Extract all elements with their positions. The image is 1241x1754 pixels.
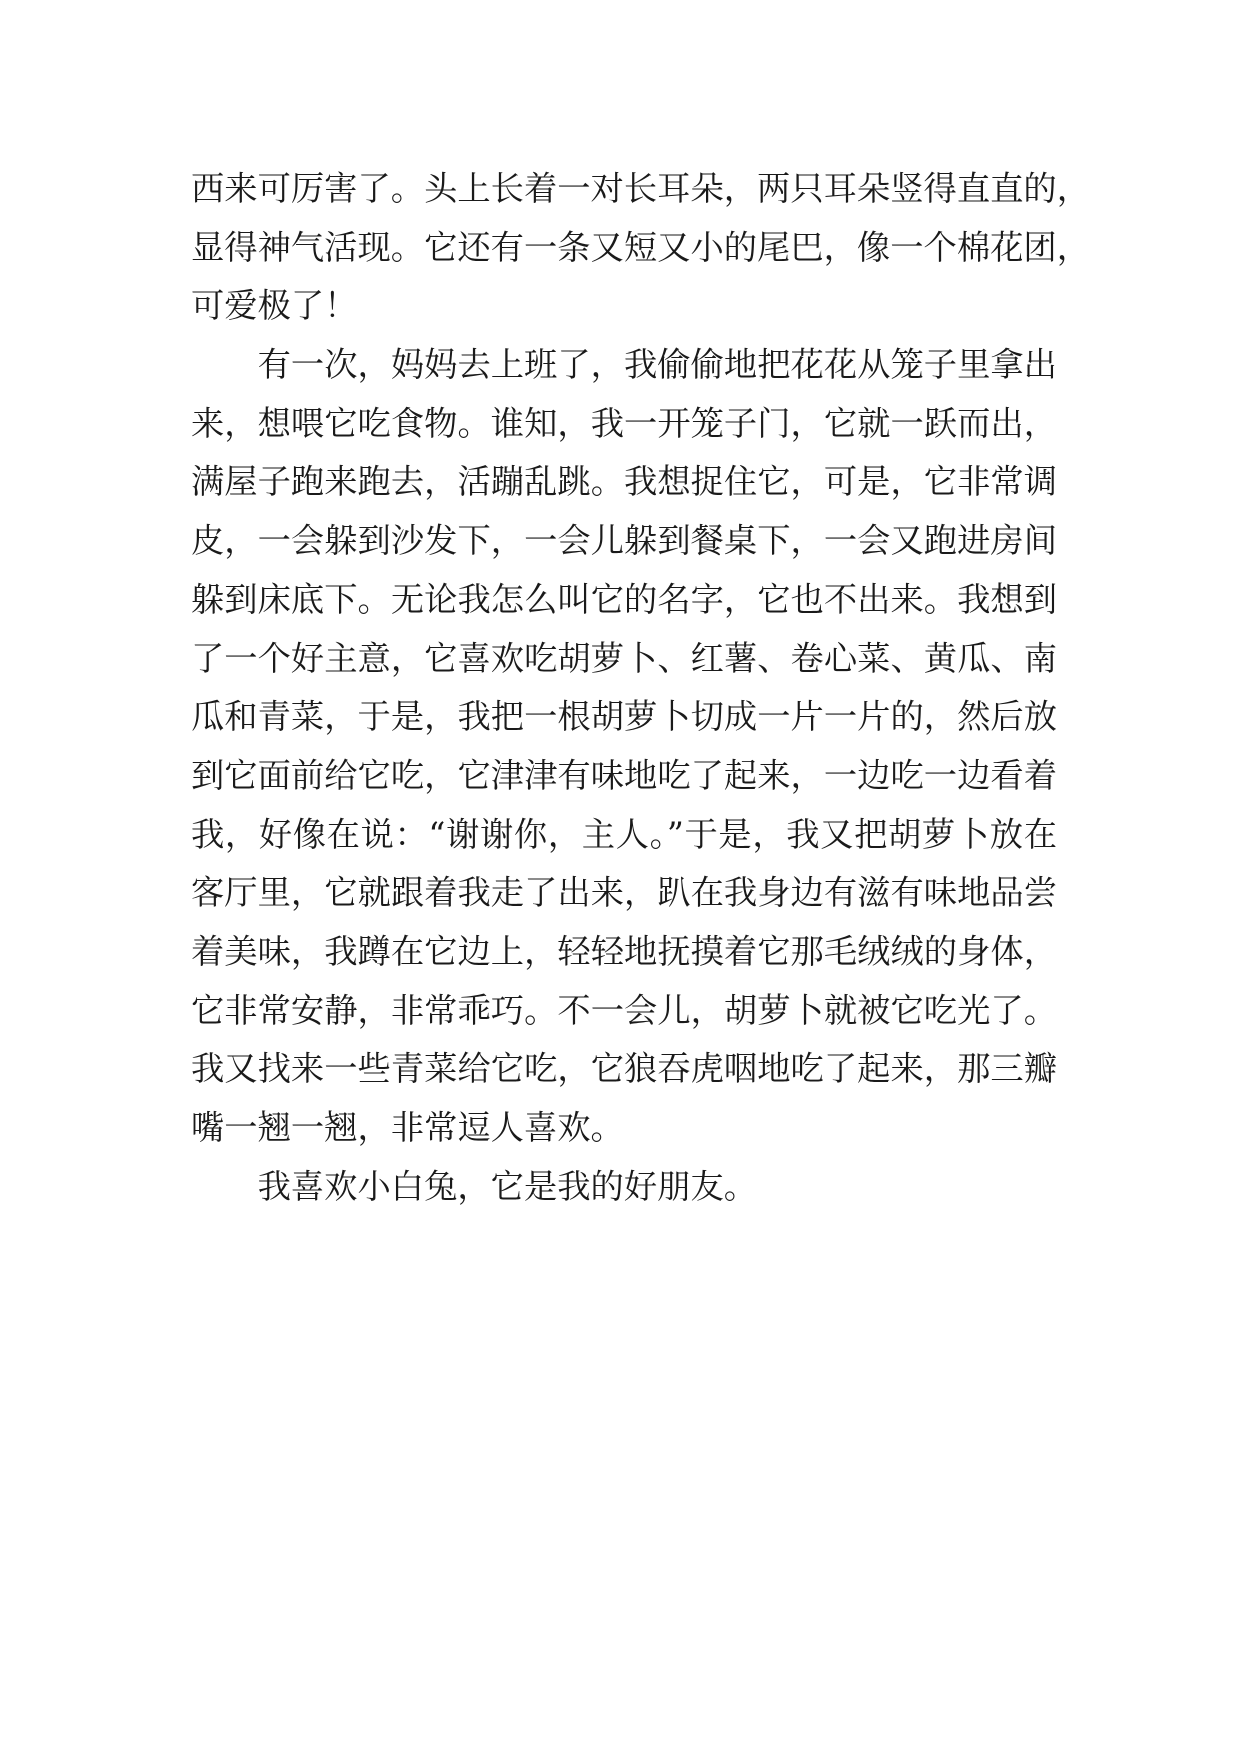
paragraph (191, 336, 1057, 1158)
text-line: 到它面前给它吃，它津津有味地吃了起来，一边吃一边看着 (191, 755, 1057, 795)
text-line: 它非常安静，非常乖巧。不一会儿，胡萝卜就被它吃光了。 (191, 990, 1057, 1030)
text-line: 我又找来一些青菜给它吃，它狼吞虎咽地吃了起来，那三瓣 (191, 1049, 1057, 1089)
text-line: 我喜欢小白兔，它是我的好朋友。 (257, 1166, 758, 1206)
document-body (191, 160, 1091, 1216)
text-line: 瓜和青菜，于是，我把一根胡萝卜切成一片一片的，然后放 (191, 697, 1057, 737)
text-line: 我，好像在说：“谢谢你，主人。”于是，我又把胡萝卜放在 (191, 814, 1057, 854)
text-line: 客厅里，它就跟着我走了出来，趴在我身边有滋有味地品尝 (191, 873, 1057, 913)
text-line: 躲到床底下。无论我怎么叫它的名字，它也不出来。我想到 (191, 579, 1057, 619)
text-line: 皮，一会躲到沙发下，一会儿躲到餐桌下，一会又跑进房间 (191, 521, 1057, 561)
text-line: 可爱极了！ (191, 286, 358, 326)
paragraph (191, 160, 1091, 336)
text-line: 嘴一翘一翘，非常逗人喜欢。 (191, 1108, 624, 1147)
text-line: 西来可厉害了。头上长着一对长耳朵，两只耳朵竖得直直的， (191, 169, 1091, 208)
paragraph (191, 1158, 1057, 1217)
text-line: 显得神气活现。它还有一条又短又小的尾巴，像一个棉花团， (191, 227, 1091, 267)
text-line: 来，想喂它吃食物。谁知，我一开笼子门，它就一跃而出， (191, 403, 1057, 443)
text-line: 了一个好主意，它喜欢吃胡萝卜、红薯、卷心菜、黄瓜、南 (191, 638, 1057, 678)
text-line: 有一次，妈妈去上班了，我偷偷地把花花从笼子里拿出 (257, 345, 1057, 385)
text-line: 着美味，我蹲在它边上，轻轻地抚摸着它那毛绒绒的身体， (191, 931, 1057, 971)
text-line: 满屋子跑来跑去，活蹦乱跳。我想捉住它，可是，它非常调 (191, 462, 1057, 502)
